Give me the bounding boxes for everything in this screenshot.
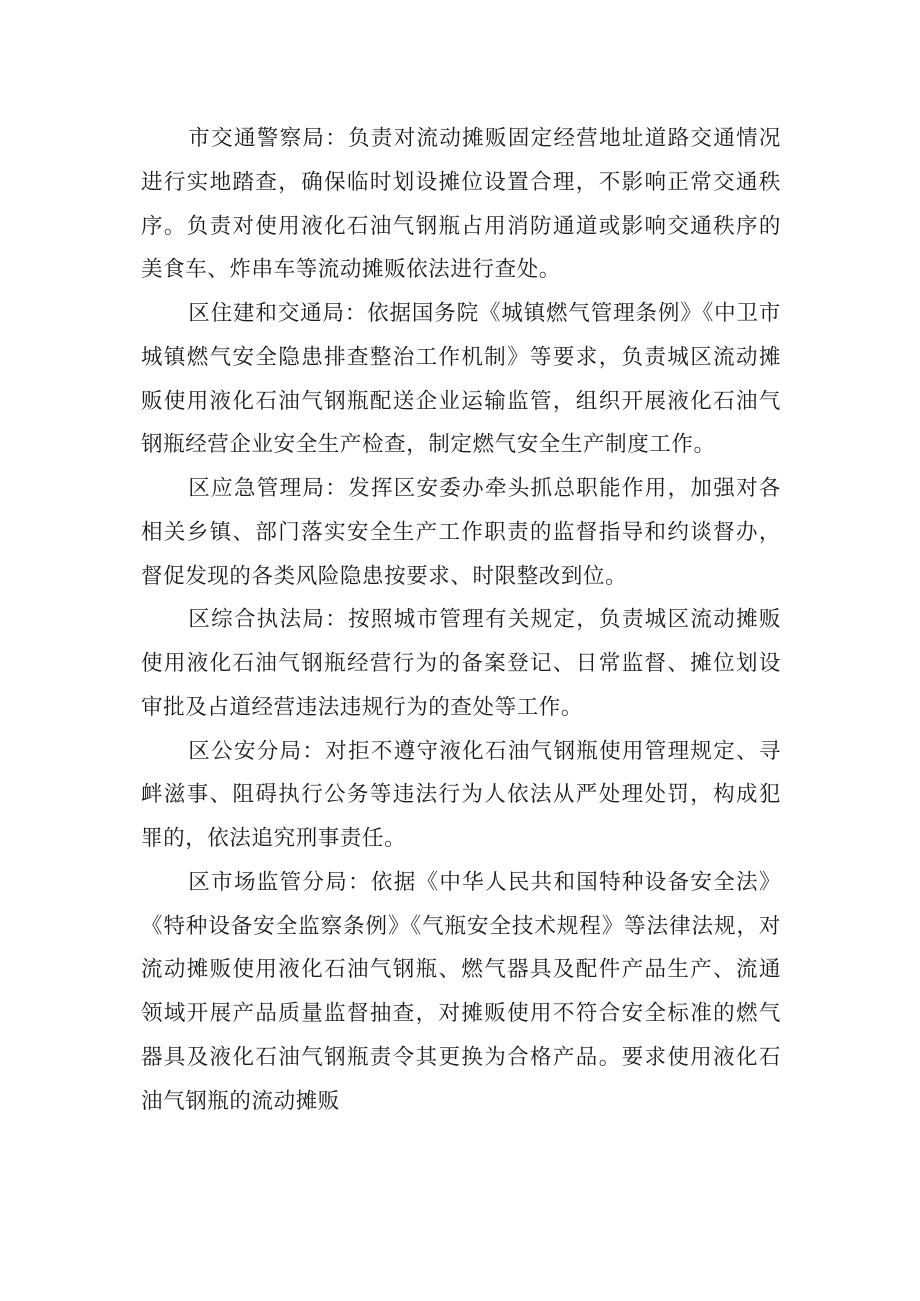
paragraph-public-security: 区公安分局：对拒不遵守液化石油气钢瓶使用管理规定、寻衅滋事、阻碍执行公务等违法行为人依法从严处理处罚，构成犯罪的，依法追究刑事责任。 bbox=[141, 738, 781, 851]
paragraph-comprehensive-enforcement: 区综合执法局：按照城市管理有关规定，负责城区流动摊贩使用液化石油气钢瓶经营行为的备案登记、日常监督、摊位划设审批及占道经营违法违规行为的查处等工作。 bbox=[141, 607, 781, 720]
paragraph-traffic-police: 市交通警察局：负责对流动摊贩固定经营地址道路交通情况进行实地踏查，确保临时划设摊位设置合理，不影响正常交通秩序。负责对使用液化石油气钢瓶占用消防通道或影响交通秩序的美食车、炸串车等流动摊贩依法进行查处。 bbox=[141, 126, 781, 283]
paragraph-housing-transport: 区住建和交通局：依据国务院《城镇燃气管理条例》《中卫市城镇燃气安全隐患排查整治工作机制》等要求，负责城区流动摊贩使用液化石油气钢瓶配送企业运输监管，组织开展液化石油气钢瓶经营企业安全生产检查，制定燃气安全生产制度工作。 bbox=[141, 301, 781, 458]
paragraph-market-supervision: 区市场监管分局：依据《中华人民共和国特种设备安全法》《特种设备安全监察条例》《气瓶安全技术规程》等法律法规，对流动摊贩使用液化石油气钢瓶、燃气器具及配件产品生产、流通领域开展产品质量监督抽查，对摊贩使用不符合安全标准的燃气器具及液化石油气钢瓶责令其更换为合格产品。要求使用液化石油气钢瓶的流动摊贩 bbox=[141, 869, 781, 1114]
document-body bbox=[141, 117, 781, 1123]
paragraph-emergency-management: 区应急管理局：发挥区安委办牵头抓总职能作用，加强对各相关乡镇、部门落实安全生产工作职责的监督指导和约谈督办，督促发现的各类风险隐患按要求、时限整改到位。 bbox=[141, 476, 781, 589]
